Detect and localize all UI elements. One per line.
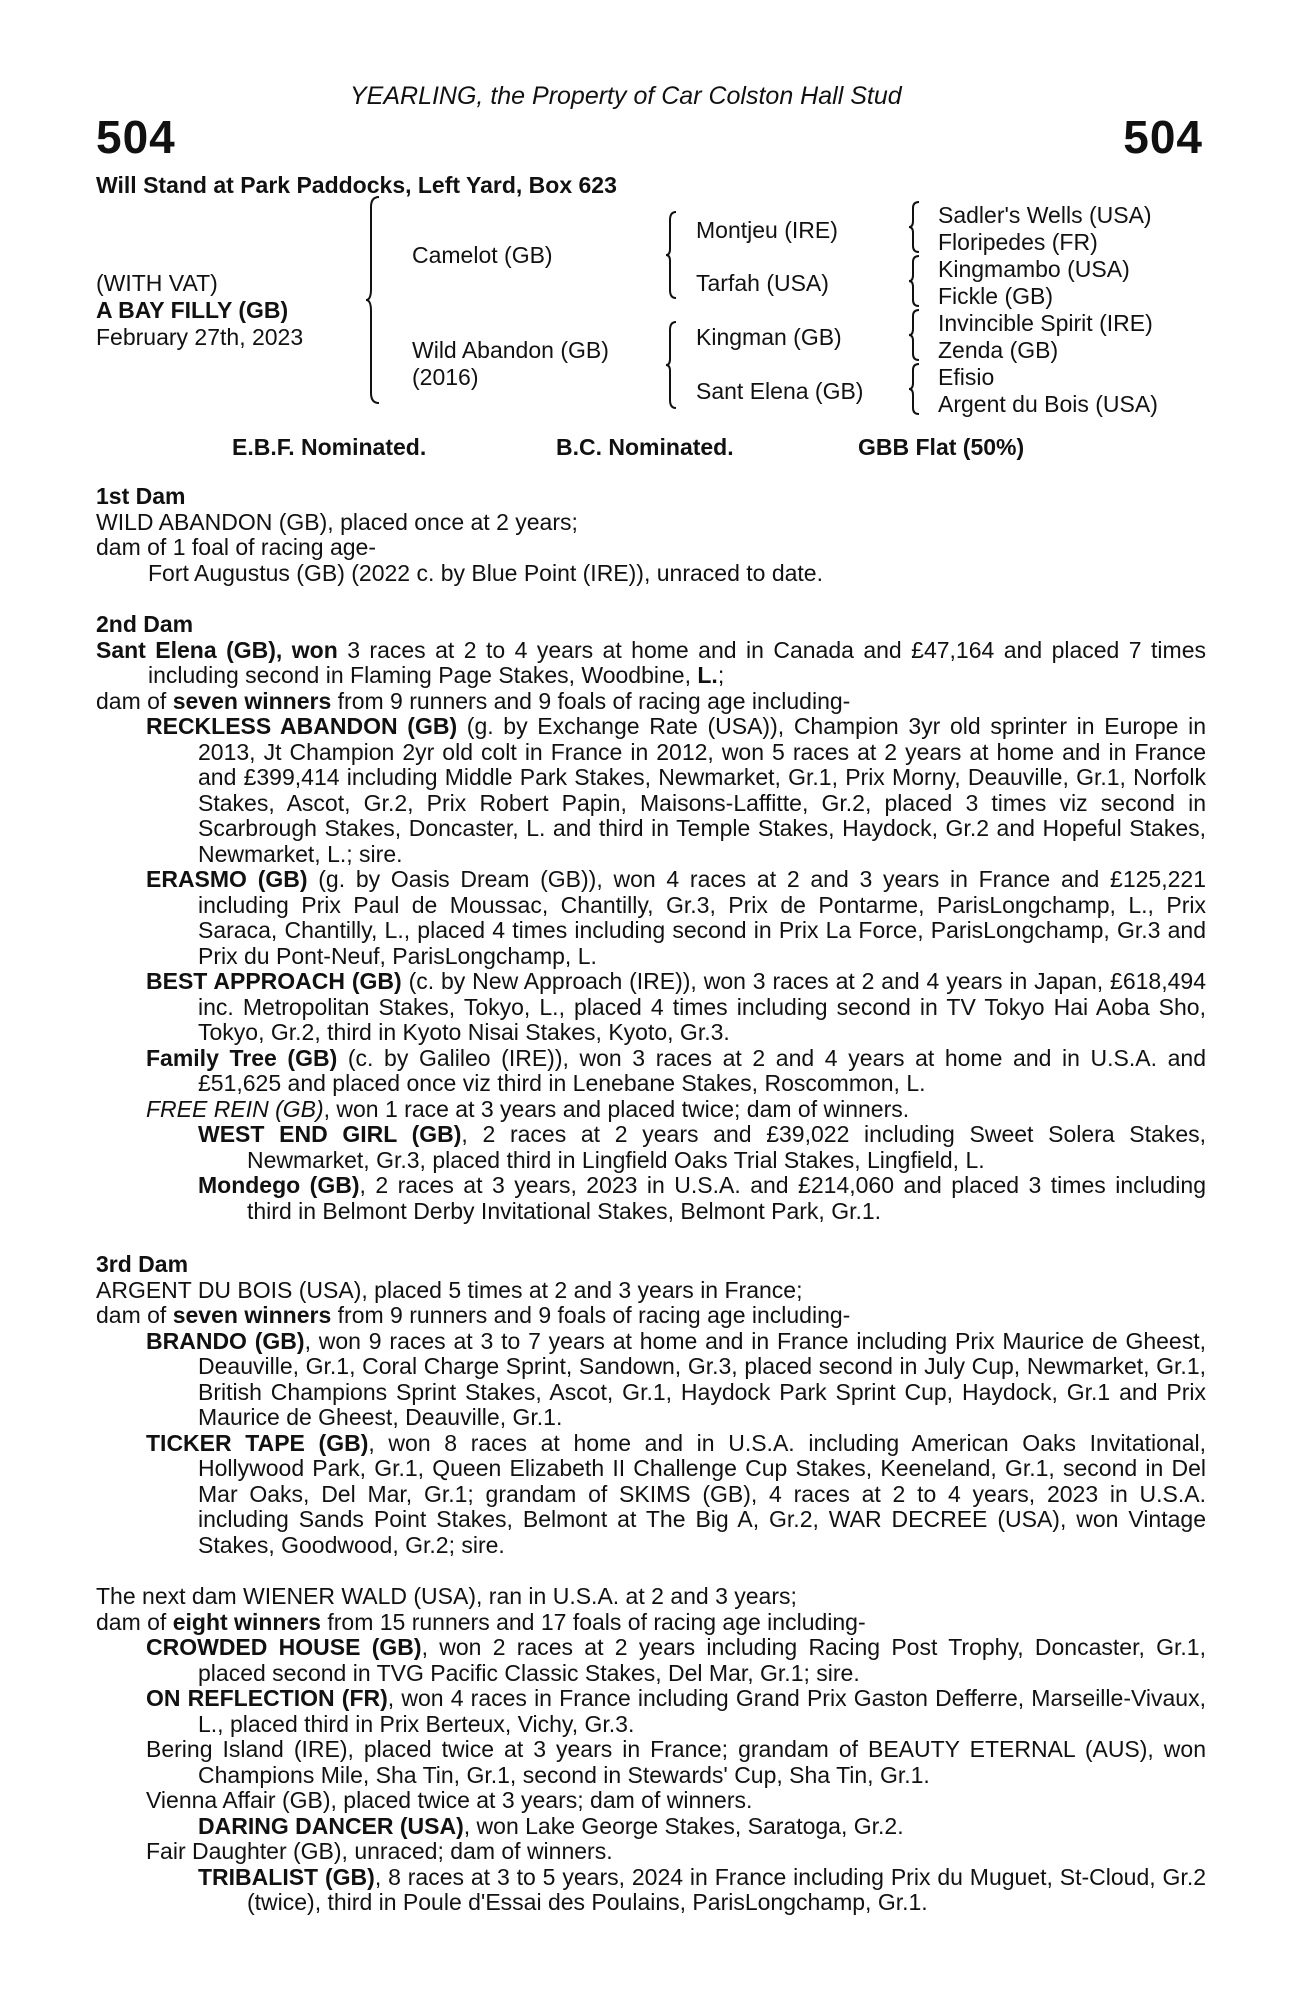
text: dam of [96, 687, 173, 714]
pedigree-brace-ss [908, 200, 922, 254]
progeny-record: , 8 races at 3 to 5 years, 2024 in France including Prix du Muguet, St-Cloud, Gr.2 (twice), third in Poule d'Essai des Poulains, ParisLongchamp, Gr.1. [247, 1863, 1206, 1915]
listed-mark: L. [697, 662, 718, 688]
third-dam-heading: 3rd Dam [96, 1251, 189, 1277]
pedigree-sire-dam: Tarfah (USA) [696, 270, 829, 296]
vat-note: (WITH VAT) [96, 270, 218, 296]
progeny-record: , won 4 races in France including Grand Prix Gaston Defferre, Marseille-Vivaux, L., placed third in Prix Berteux, Vichy, Gr.3. [198, 1685, 1206, 1737]
pedigree-sdd: Fickle (GB) [938, 283, 1053, 309]
pedigree-dds: Efisio [938, 364, 995, 390]
pedigree-sire-sire: Montjeu (IRE) [696, 217, 838, 243]
winners-count: eight winners [172, 1608, 321, 1635]
third-dam-section [96, 1252, 1206, 1558]
progeny-record: , won 2 races at 2 years including Racing Post Trophy, Doncaster, Gr.1, placed second in TVG Pacific Classic Stakes, Del Mar, Gr.1; sire. [198, 1634, 1206, 1686]
progeny-fair-daughter: Fair Daughter (GB), unraced; dam of winners. [146, 1838, 613, 1864]
progeny-name: FREE REIN (GB) [146, 1095, 324, 1122]
progeny-name: Family Tree (GB) [146, 1044, 338, 1071]
progeny-brando [96, 1329, 1206, 1431]
pedigree-dam-dam: Sant Elena (GB) [696, 378, 864, 404]
progeny-ticker-tape [96, 1431, 1206, 1559]
progeny-record: , won 9 races at 3 to 7 years at home and in France including Prix Maurice de Gheest, Deauville, Gr.1, Coral Charge Sprint, Sandown, Gr.3, placed second in July Cup, Newmarket, Gr.1, British Champions Sprint Stakes, Ascot, Gr.1, Haydock Park Sprint Cup, Haydock, Gr.1 and Prix Maurice de Gheest, Deauville, Gr.1. [198, 1327, 1206, 1430]
lot-horse-name: A BAY FILLY (GB) [96, 297, 289, 323]
progeny-record: , 2 races at 2 years and £39,022 including Sweet Solera Stakes, Newmarket, Gr.3, placed third in Lingfield Oaks Trial Stakes, Lingfield, L. [247, 1121, 1207, 1173]
pedigree-ssd: Floripedes (FR) [938, 229, 1098, 255]
progeny-record: (g. by Exchange Rate (USA)), Champion 3yr old sprinter in Europe in 2013, Jt Champion 2yr old colt in France in 2012, won 5 races at 2 years at home and in France and £399,414 including Middle Park Stakes, Newmarket, Gr.1, Prix Morny, Deauville, Gr.1, Norfolk Stakes, Ascot, Gr.2, Prix Robert Papin, Maisons-Laffitte, Gr.2, placed 3 times viz second in Scarbrough Stakes, Doncaster, L. and third in Temple Stakes, Haydock, Gr.2 and Hopeful Stakes, Newmarket, L.; sire. [198, 713, 1206, 867]
first-dam-section [96, 484, 1206, 586]
progeny-name: WEST END GIRL (GB) [198, 1121, 462, 1147]
progeny-name: ON REFLECTION (FR) [146, 1685, 388, 1711]
first-dam-produce: Fort Augustus (GB) (2022 c. by Blue Point (IRE)), unraced to date. [148, 559, 823, 586]
winners-count: seven winners [172, 1302, 332, 1328]
progeny-name: ERASMO (GB) [146, 866, 308, 892]
next-dam-foals [96, 1610, 1206, 1636]
pedigree-brace-ds [908, 308, 922, 362]
grand-progeny-mondego [96, 1173, 1206, 1224]
grand-progeny-daring-dancer [96, 1814, 1206, 1840]
progeny-record: (c. by New Approach (IRE)), won 3 races at 2 and 4 years in Japan, £618,494 inc. Metropolitan Stakes, Tokyo, L., placed 4 times including second in TV Tokyo Hai Aoba Sho, Tokyo, Gr.2, third in Kyoto Nisai Stakes, Kyoto, Gr.3. [198, 968, 1206, 1045]
second-dam-foals [96, 689, 1206, 715]
progeny-vienna-affair: Vienna Affair (GB), placed twice at 3 years; dam of winners. [146, 1787, 753, 1813]
pedigree-brace-dam [665, 320, 679, 410]
pedigree-sire: Camelot (GB) [412, 242, 553, 268]
first-dam-line: WILD ABANDON (GB), placed once at 2 years; [96, 508, 578, 535]
grand-progeny-tribalist [96, 1865, 1206, 1916]
punct: ; [717, 662, 725, 688]
gbb-flat: GBB Flat (50%) [858, 434, 1025, 460]
pedigree-dss: Invincible Spirit (IRE) [938, 310, 1153, 336]
third-dam-record: ARGENT DU BOIS (USA), placed 5 times at 2 and 3 years in France; [96, 1276, 803, 1303]
next-dam-record: The next dam WIENER WALD (USA), ran in U.S.A. at 2 and 3 years; [96, 1583, 797, 1609]
first-dam-heading: 1st Dam [96, 483, 186, 509]
winners-count: seven winners [172, 687, 332, 714]
progeny-record: , won Lake George Stakes, Saratoga, Gr.2. [463, 1812, 904, 1839]
progeny-record: (g. by Oasis Dream (GB)), won 4 races at 2 and 3 years in France and £125,221 including Prix Paul de Moussac, Chantilly, Gr.3, Prix de Pontarme, ParisLongchamp, L., Prix Saraca, Chantilly, L., placed 4 times including second in Prix La Force, ParisLongchamp, Gr.3 and Prix du Pont-Neuf, ParisLongchamp, L. [198, 866, 1206, 969]
first-dam-foals: dam of 1 foal of racing age- [96, 534, 376, 560]
pedigree-brace-sire [665, 210, 679, 300]
third-dam-foals [96, 1303, 1206, 1329]
pedigree-sss: Sadler's Wells (USA) [938, 202, 1152, 228]
progeny-record: , 2 races at 3 years, 2023 in U.S.A. and £214,060 and placed 3 times including third in Belmont Derby Invitational Stakes, Belmont Park, Gr.1. [247, 1172, 1206, 1224]
progeny-name: TICKER TAPE (GB) [146, 1429, 369, 1456]
lot-number-right: 504 [1123, 111, 1203, 163]
progeny-name: Mondego (GB) [198, 1172, 360, 1198]
bc-nomination: B.C. Nominated. [556, 434, 734, 460]
second-dam-name: Sant Elena (GB), won [96, 636, 338, 663]
catalogue-heading: YEARLING, the Property of Car Colston Hall Stud [350, 82, 902, 110]
progeny-name: TRIBALIST (GB) [198, 1863, 375, 1890]
progeny-name: CROWDED HOUSE (GB) [146, 1634, 422, 1660]
progeny-record: (c. by Galileo (IRE)), won 3 races at 2 and 4 years at home and in U.S.A. and £51,625 and placed once viz third in Lenebane Stakes, Roscommon, L. [198, 1044, 1206, 1096]
progeny-on-reflection [96, 1686, 1206, 1737]
next-dam-section [96, 1584, 1206, 1916]
progeny-name: BRANDO (GB) [146, 1327, 305, 1354]
pedigree-brace-sd [908, 254, 922, 308]
stabling-location: Will Stand at Park Paddocks, Left Yard, Box 623 [96, 172, 617, 198]
progeny-record: , won 8 races at home and in U.S.A. including American Oaks Invitational, Hollywood Park, Gr.1, Queen Elizabeth II Challenge Cup Stakes, Keeneland, Gr.1, second in Del Mar Oaks, Del Mar, Gr.1; grandam of SKIMS (GB), 4 races at 2 to 4 years, 2023 in U.S.A. including Sands Point Stakes, Belmont at The Big A, Gr.2, WAR DECREE (USA), won Vintage Stakes, Goodwood, Gr.2; sire. [198, 1429, 1206, 1558]
pedigree-dam: Wild Abandon (GB) [412, 337, 609, 363]
progeny-family-tree [96, 1046, 1206, 1097]
ebf-nomination: E.B.F. Nominated. [232, 434, 427, 460]
text: from 9 runners and 9 foals of racing age including- [331, 687, 851, 714]
progeny-best-approach [96, 969, 1206, 1046]
progeny-crowded-house [96, 1635, 1206, 1686]
second-dam-record [96, 638, 1206, 689]
text: dam of [96, 1302, 173, 1328]
pedigree-ddd: Argent du Bois (USA) [938, 391, 1158, 417]
progeny-record: , won 1 race at 3 years and placed twice; dam of winners. [323, 1095, 910, 1122]
progeny-name: BEST APPROACH (GB) [146, 968, 402, 994]
progeny-free-rein [96, 1097, 1206, 1123]
pedigree-dsd: Zenda (GB) [938, 337, 1059, 363]
second-dam-section [96, 612, 1206, 1224]
foaling-date: February 27th, 2023 [96, 324, 304, 350]
progeny-reckless-abandon [96, 714, 1206, 867]
text: from 15 runners and 17 foals of racing age including- [320, 1608, 866, 1635]
pedigree-dam-year: (2016) [412, 364, 479, 390]
text: from 9 runners and 9 foals of racing age including- [331, 1302, 851, 1328]
pedigree-brace-dd [908, 362, 922, 416]
pedigree-brace-main [365, 195, 385, 405]
pedigree-dam-sire: Kingman (GB) [696, 324, 842, 350]
text: dam of [96, 1608, 173, 1635]
second-dam-heading: 2nd Dam [96, 611, 194, 637]
grand-progeny-west-end-girl [96, 1122, 1206, 1173]
progeny-name: DARING DANCER (USA) [198, 1812, 464, 1839]
progeny-bering-island: Bering Island (IRE), placed twice at 3 years in France; grandam of BEAUTY ETERNAL (AUS), won Champions Mile, Sha Tin, Gr.1, second in Stewards' Cup, Sha Tin, Gr.1. [146, 1736, 1206, 1788]
second-dam-record-text: 3 races at 2 to 4 years at home and in Canada and £47,164 and placed 7 times including second in Flaming Page Stakes, Woodbine, [148, 636, 1206, 688]
pedigree-sds: Kingmambo (USA) [938, 256, 1130, 282]
progeny-erasmo [96, 867, 1206, 969]
progeny-name: RECKLESS ABANDON (GB) [146, 713, 458, 739]
lot-number-left: 504 [96, 111, 176, 163]
